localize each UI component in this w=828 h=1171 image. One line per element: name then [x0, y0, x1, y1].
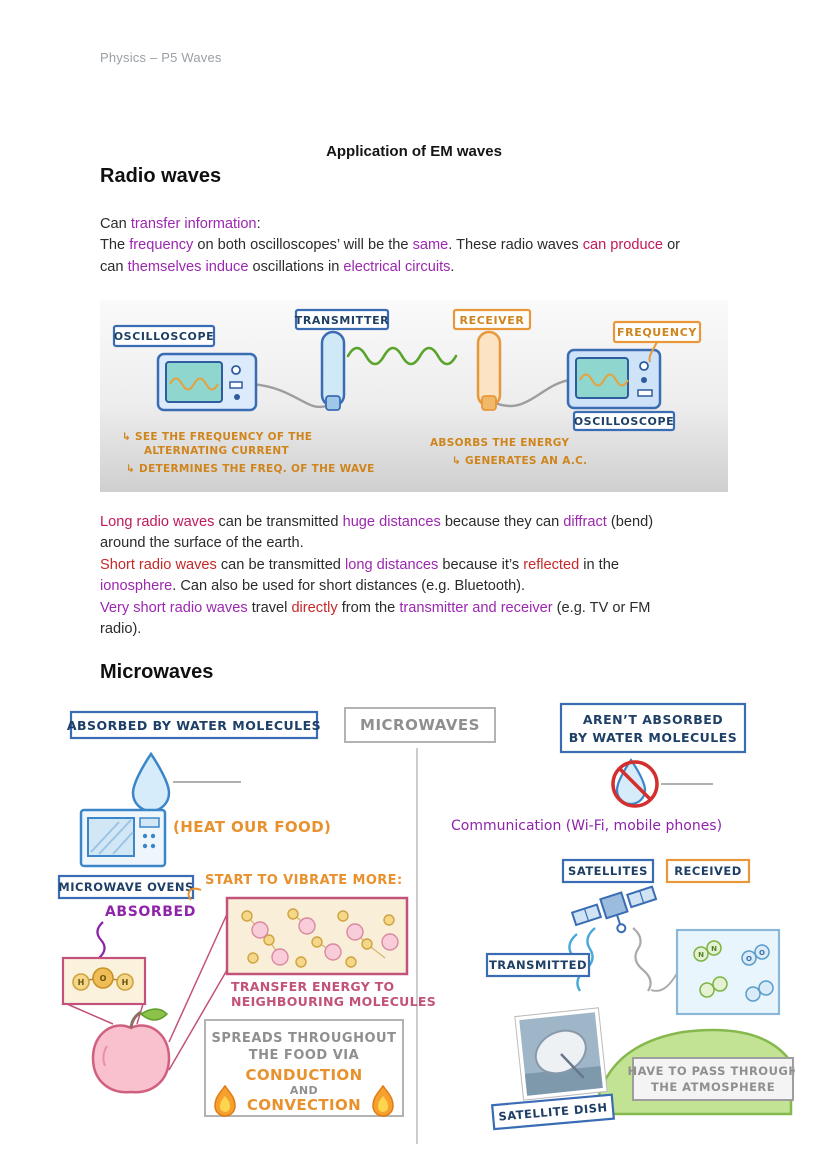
convection-text: CONVECTION	[246, 1096, 362, 1114]
transmitter-illustration	[322, 332, 344, 410]
radio-diagram-svg	[100, 300, 728, 492]
text-segment: can be transmitted	[214, 514, 343, 530]
text-segment: .	[450, 258, 455, 275]
receiver-label	[454, 310, 530, 329]
text-segment: can be transmitted	[216, 556, 345, 573]
text-segment: transmitter and receiver	[399, 599, 553, 616]
receiver-label-text: RECEIVER	[459, 314, 525, 327]
page-title: Application of EM waves	[326, 143, 502, 160]
atom-h1-text: H	[77, 978, 85, 987]
text-segment: long distances	[344, 556, 439, 573]
transmitted-text: TRANSMITTED	[488, 958, 588, 972]
absorbed-by-water-label	[67, 712, 321, 738]
communication-text: Communication (Wi-Fi, mobile phones)	[451, 818, 723, 834]
text-segment: oscillations in	[248, 258, 344, 275]
atom-h2-text: H	[121, 978, 129, 987]
apple-illustration	[93, 1009, 169, 1092]
microwaves-diagram-svg	[55, 702, 795, 1147]
vibrate-note	[189, 873, 403, 900]
water-molecule-callout	[63, 958, 145, 1024]
microwave-ovens-label	[58, 876, 193, 898]
text-segment: . These radio waves	[448, 237, 583, 254]
radio-intro-paragraph	[100, 214, 748, 278]
satellite-dish-photo	[515, 1008, 607, 1100]
text-segment: diffract	[563, 514, 607, 530]
microwaves-heading: Microwaves	[100, 661, 214, 683]
text-segment: Very short radio waves	[100, 599, 248, 616]
not-absorbed-text-1: AREN’T ABSORBED	[582, 712, 724, 727]
microwaves-title-label	[345, 708, 495, 742]
text-segment: directly	[291, 599, 338, 616]
atom-o-text: O	[759, 949, 765, 957]
microwave-ovens-text: MICROWAVE OVENS	[58, 880, 194, 894]
and-text: AND	[289, 1084, 319, 1097]
text-segment: :	[256, 216, 261, 232]
received-text: RECEIVED	[674, 864, 742, 878]
text-segment: or	[663, 237, 681, 254]
microwaves-title-text: MICROWAVES	[360, 716, 480, 734]
wire-oscilloscope-to-transmitter	[252, 384, 326, 407]
oscilloscope-left-illustration	[158, 354, 256, 410]
oscilloscope-right-illustration	[568, 350, 660, 408]
atmosphere-text-1: HAVE TO PASS THROUGH	[627, 1064, 795, 1078]
radio-types-paragraph	[100, 512, 748, 640]
atmosphere-note-box	[628, 1058, 795, 1100]
note-see-frequency-1: ↳ SEE THE FREQUENCY OF THE	[122, 431, 313, 443]
oscilloscope-left-label	[114, 326, 215, 346]
text-segment: Can	[100, 216, 131, 232]
atmosphere-molecules-illustration	[677, 930, 779, 1014]
wave-to-molecules-line	[651, 970, 679, 991]
atom-o-text: O	[746, 955, 752, 963]
spreads-note-box	[205, 1020, 403, 1116]
received-label	[667, 860, 749, 882]
not-absorbed-text-2: BY WATER MOLECULES	[568, 730, 738, 745]
text-segment: frequency	[129, 237, 194, 254]
text-segment: can	[100, 258, 128, 275]
conduction-text: CONDUCTION	[245, 1066, 363, 1084]
water-droplet-icon	[133, 754, 241, 811]
text-segment: because it’s	[438, 556, 524, 573]
text-segment: same	[412, 237, 449, 254]
radio-wave-illustration	[348, 348, 456, 364]
text-segment: ionosphere	[100, 578, 173, 595]
satellites-label	[563, 860, 653, 882]
note-absorbs: ABSORBS THE ENERGY	[430, 437, 570, 449]
text-segment: because they can	[440, 514, 564, 530]
text-segment: (e.g. TV or FM	[552, 599, 651, 616]
absorbed-squiggle	[97, 922, 104, 958]
text-segment: around the surface of the earth.	[100, 535, 304, 552]
atmosphere-text-2: THE ATMOSPHERE	[650, 1080, 776, 1094]
atom-n-text: N	[711, 945, 717, 953]
microwaves-diagram	[55, 702, 795, 1147]
satellite-dish-text: SATELLITE DISH	[497, 1100, 609, 1124]
text-segment: Long radio waves	[100, 514, 215, 530]
spreads-text-2: THE FOOD VIA	[248, 1048, 360, 1063]
no-symbol-icon	[613, 760, 713, 806]
microwave-oven-illustration	[81, 810, 165, 866]
absorbed-by-water-text: ABSORBED BY WATER MOLECULES	[66, 718, 322, 733]
text-segment: radio).	[100, 621, 142, 638]
text-segment: . Can also be used for short distances (e.g. Bluetooth).	[172, 578, 526, 595]
text-segment: can produce	[582, 237, 664, 254]
note-see-frequency-2: ALTERNATING CURRENT	[144, 445, 289, 457]
note-generates: ↳ GENERATES AN A.C.	[452, 455, 588, 467]
satellites-text: SATELLITES	[568, 864, 648, 878]
oscilloscope-right-label-text: OSCILLOSCOPE	[573, 415, 675, 428]
transmitted-label	[487, 954, 589, 976]
oscilloscope-right-label	[574, 412, 675, 430]
course-header: Physics – P5 Waves	[100, 50, 222, 65]
text-segment: from the	[337, 599, 400, 616]
text-segment: The	[100, 237, 130, 254]
text-segment: electrical circuits	[343, 258, 451, 275]
transfer-energy-text-2: NEIGHBOURING MOLECULES	[231, 994, 437, 1009]
text-segment: huge distances	[342, 514, 441, 530]
text-segment: travel	[247, 599, 292, 616]
text-segment: (bend)	[606, 514, 654, 530]
absorbed-word-text: ABSORBED	[105, 904, 196, 920]
not-absorbed-label	[561, 704, 745, 752]
radio-waves-heading: Radio waves	[100, 165, 222, 187]
text-segment: in the	[579, 556, 619, 573]
radio-waves-diagram	[100, 300, 728, 492]
transmitter-label	[295, 310, 390, 329]
transfer-energy-text-1: TRANSFER ENERGY TO	[231, 979, 395, 994]
transmitter-label-text: TRANSMITTER	[294, 314, 390, 327]
vibrate-text: START TO VIBRATE MORE:	[205, 873, 403, 888]
satellite-illustration	[571, 883, 663, 945]
text-segment: Short radio waves	[100, 556, 217, 573]
satellite-dish-label	[492, 1095, 614, 1129]
received-wave	[633, 928, 651, 991]
note-determines: ↳ DETERMINES THE FREQ. OF THE WAVE	[126, 463, 375, 475]
receiver-illustration	[478, 332, 500, 410]
apple-leaf	[141, 1009, 167, 1020]
atom-n-text: N	[698, 951, 704, 959]
wire-receiver-to-oscilloscope	[498, 380, 570, 406]
heat-our-food-text: (HEAT OUR FOOD)	[173, 818, 332, 836]
text-segment: themselves induce	[127, 258, 249, 275]
spreads-text-1: SPREADS THROUGHOUT	[211, 1031, 397, 1046]
text-segment: on both oscilloscopes’ will be the	[193, 237, 413, 254]
oscilloscope-left-label-text: OSCILLOSCOPE	[113, 330, 215, 343]
atom-o-text: O	[99, 974, 107, 983]
frequency-label-text: FREQUENCY	[617, 326, 697, 339]
text-segment: transfer information	[130, 216, 257, 232]
text-segment: reflected	[523, 556, 580, 573]
